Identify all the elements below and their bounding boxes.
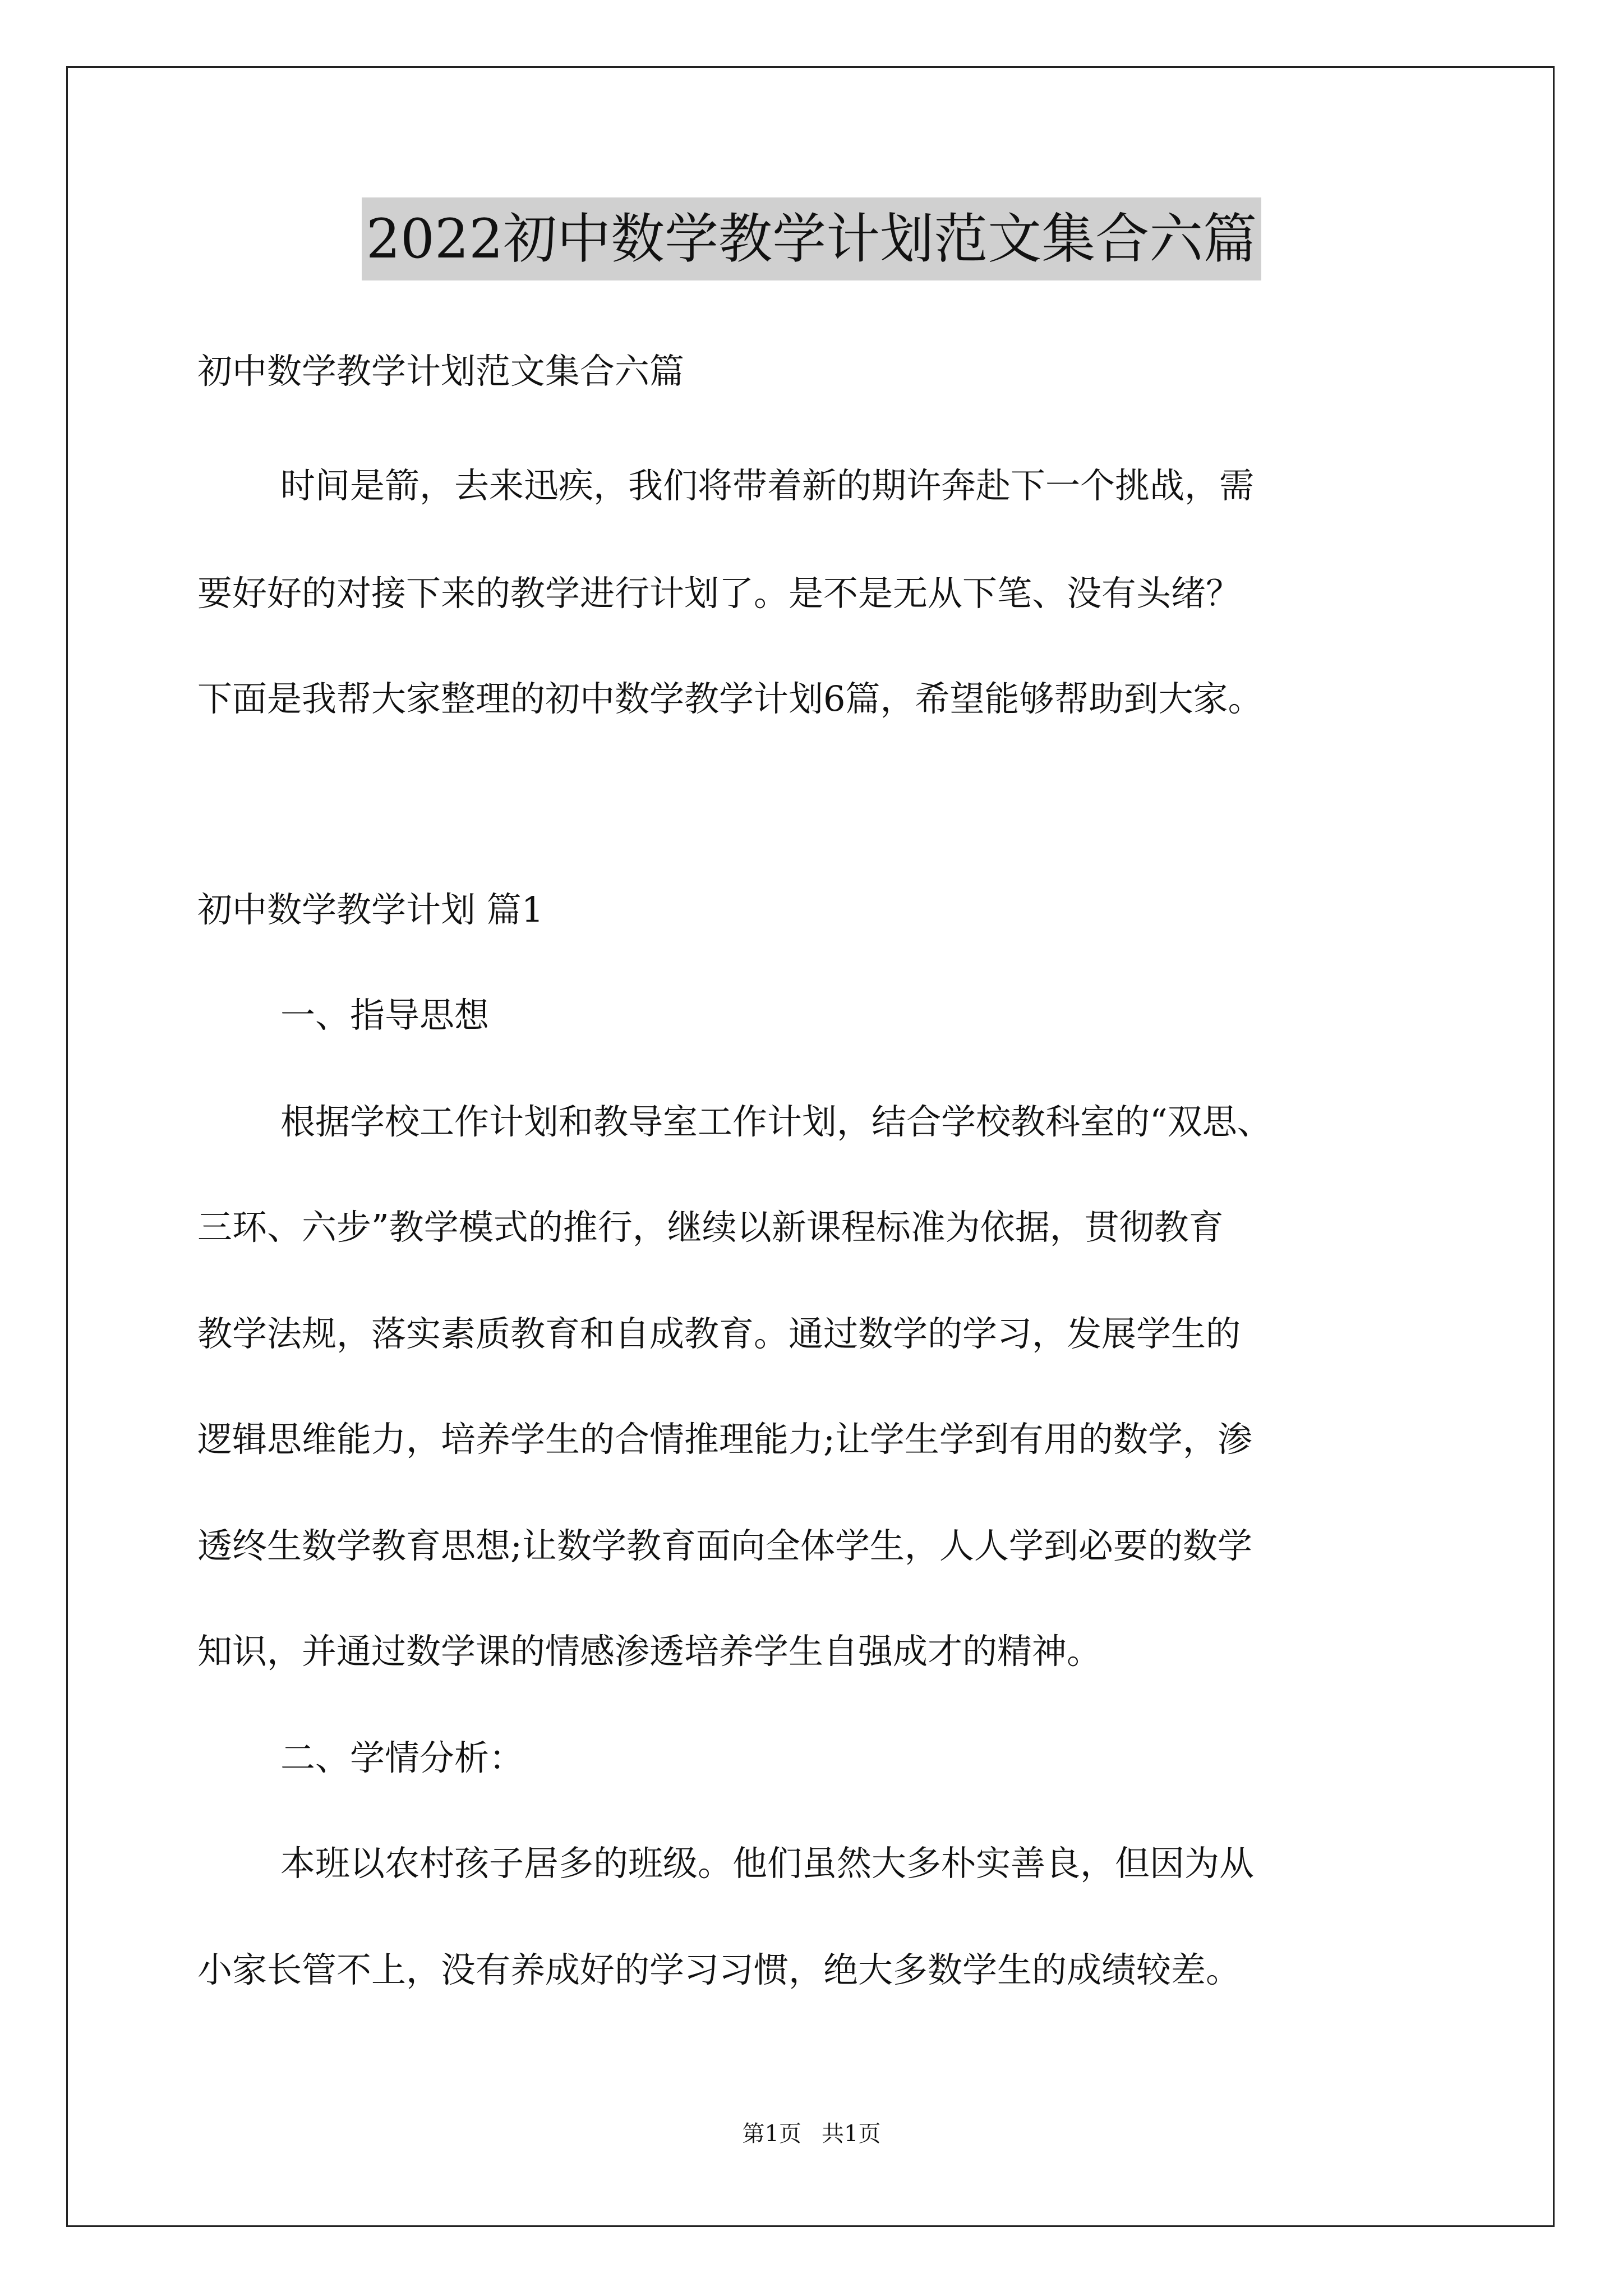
body-line: 教学法规，落实素质教育和自成教育。通过数学的学习，发展学生的 [197,1313,1241,1354]
title-container [0,197,1623,280]
body-line: 下面是我帮大家整理的初中数学教学计划6篇，希望能够帮助到大家。 [197,678,1263,719]
section-heading: 初中数学教学计划 篇1 [197,889,544,930]
body-line: 时间是箭，去来迅疾，我们将带着新的期许奔赴下一个挑战，需 [280,465,1255,506]
body-line: 根据学校工作计划和教导室工作计划，结合学校教科室的“双思、 [280,1101,1272,1142]
body-line: 三环、六步”教学模式的推行，继续以新课程标准为依据，贯彻教育 [197,1207,1224,1248]
subtitle-line: 初中数学教学计划范文集合六篇 [197,351,685,392]
page-footer [0,2118,1623,2150]
body-line: 逻辑思维能力，培养学生的合情推理能力;让学生学到有用的数学，渗 [197,1419,1252,1460]
section-subheading: 二、学情分析： [280,1737,524,1778]
section-subheading: 一、指导思想 [280,995,490,1036]
document-title: 2022初中数学教学计划范文集合六篇 [362,197,1261,280]
body-line: 要好好的对接下来的教学进行计划了。是不是无从下笔、没有头绪？ [197,573,1241,614]
page-number-current: 第1页 [742,2121,801,2147]
body-line: 透终生数学教育思想;让数学教育面向全体学生，人人学到必要的数学 [197,1525,1252,1566]
body-line: 知识，并通过数学课的情感渗透培养学生自强成才的精神。 [197,1631,1102,1672]
body-line: 小家长管不上，没有养成好的学习习惯，绝大多数学生的成绩较差。 [197,1949,1241,1990]
page-number-total: 共1页 [822,2121,881,2147]
body-line: 本班以农村孩子居多的班级。他们虽然大多朴实善良，但因为从 [280,1843,1255,1884]
